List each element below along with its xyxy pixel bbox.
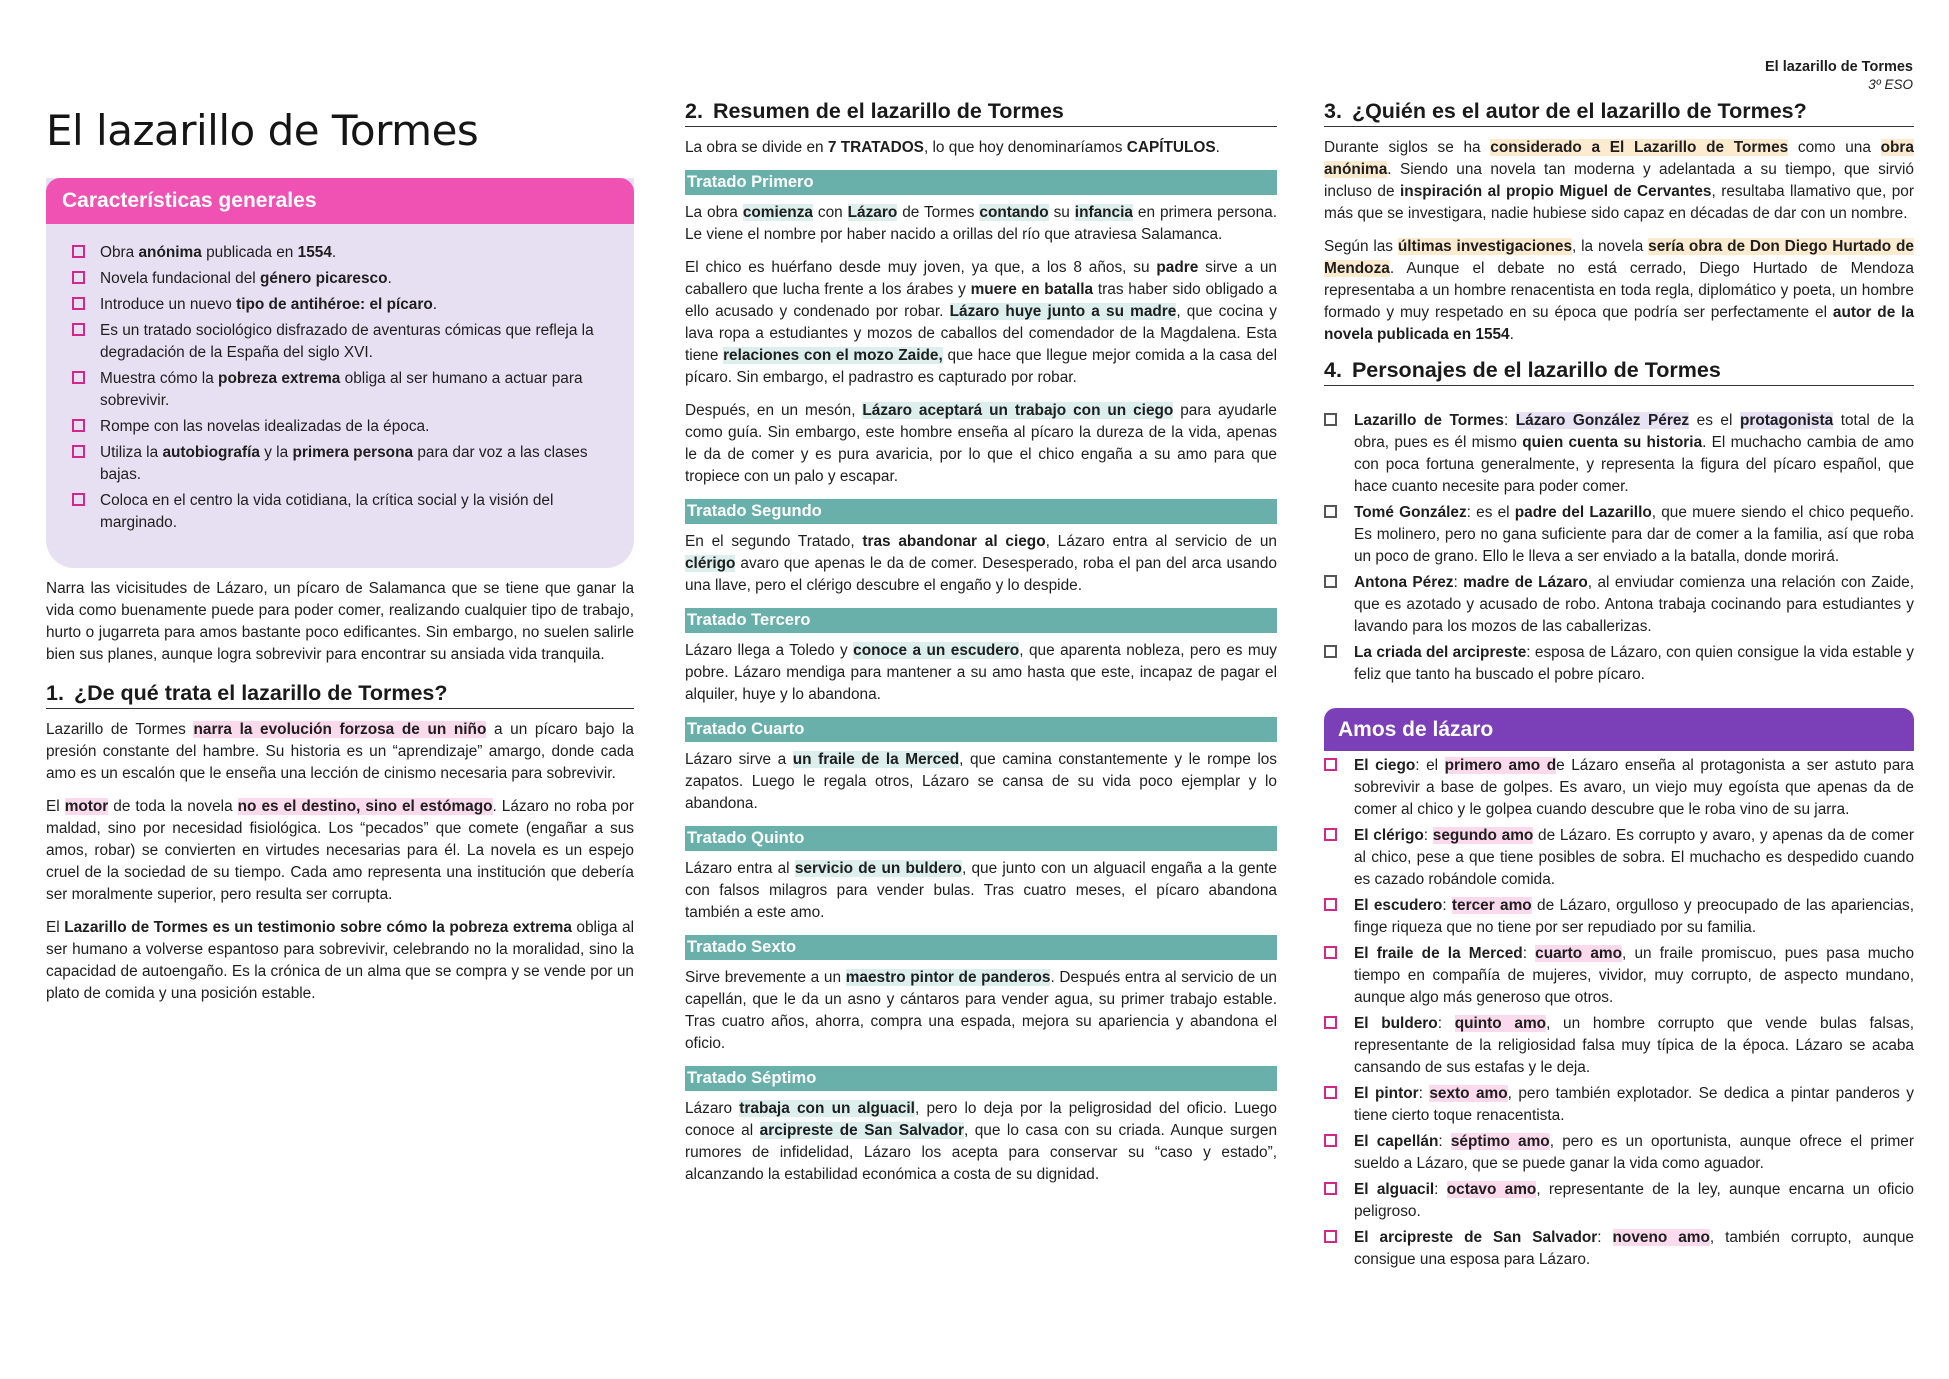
checkbox-icon <box>1324 1230 1337 1243</box>
checkbox-icon <box>1324 575 1337 588</box>
list-item: La criada del arcipreste: esposa de Lázaro, con quien consigue la vida estable y feliz que tanto ha buscado el pobre pícaro. <box>1324 642 1914 686</box>
checkbox-icon <box>1324 898 1337 911</box>
checkbox-icon <box>1324 1182 1337 1195</box>
tratado-segundo-bar: Tratado Segundo <box>685 499 1277 524</box>
checkbox-icon <box>1324 758 1337 771</box>
tratado-paragraph: En el segundo Tratado, tras abandonar al ciego, Lázaro entra al servicio de un clérigo avaro que apenas le da de comer. Desesperado, roba el pan del arca usando una llave, pero el clérigo descubre el engaño y lo despide. <box>685 533 1277 594</box>
list-item: Muestra cómo la pobreza extrema obliga al ser humano a actuar para sobrevivir. <box>72 368 612 412</box>
list-item: El pintor: sexto amo, pero también explotador. Se dedica a pintar panderos y tiene cierto toque renacentista. <box>1324 1083 1914 1127</box>
list-item: El capellán: séptimo amo, pero es un oportunista, aunque ofrece el primer sueldo a Lázaro, que se puede ganar la vida como aguador. <box>1324 1131 1914 1175</box>
list-item: Es un tratado sociológico disfrazado de aventuras cómicas que refleja la degradación de la España del siglo XVI. <box>72 320 612 364</box>
checkbox-icon <box>1324 1134 1337 1147</box>
checkbox-icon <box>1324 413 1337 426</box>
tratado-tercero-bar: Tratado Tercero <box>685 608 1277 633</box>
section-1-paragraph: El Lazarillo de Tormes es un testimonio sobre cómo la pobreza extrema obliga al ser humano a volverse espantoso para sobrevivir, celebrando no la moralidad, sino la capacidad de autoengaño. Es la crónica de un alma que se compra y se vende por un plato de comida y una posición estable. <box>46 919 634 1002</box>
checkbox-icon <box>72 245 85 258</box>
list-item: Coloca en el centro la vida cotidiana, la crítica social y la visión del marginado. <box>72 490 612 534</box>
section-2-heading: 2. Resumen de el lazarillo de Tormes <box>685 98 1277 127</box>
header-subtitle: 3º ESO <box>1868 77 1913 92</box>
checkbox-icon <box>72 493 85 506</box>
tratado-quinto-bar: Tratado Quinto <box>685 826 1277 851</box>
checkbox-icon <box>72 271 85 284</box>
tratado-paragraph: El chico es huérfano desde muy joven, ya que, a los 8 años, su padre sirve a un caballero que lucha frente a los árabes y muere en batalla tras haber sido obligado a ello acusado y condenado por robar. Lázaro huye junto a su madre, que cocina y lava ropa a estudiantes y mozos de caballos del comendador de la Magdalena. Esta tiene relaciones con el mozo Zaide, que hace que llegue mejor comida a la casa del pícaro. Sin embargo, el padrastro es capturado por robar. <box>685 259 1278 386</box>
tratado-paragraph: Lázaro entra al servicio de un buldero, que junto con un alguacil engaña a la gente con falsos milagros para vender bulas. Tras cuatro meses, el pícaro abandona también a este amo. <box>685 860 1277 921</box>
checkbox-icon <box>1324 1016 1337 1029</box>
section-3-heading: 3. ¿Quién es el autor de el lazarillo de Tormes? <box>1324 98 1914 127</box>
list-item: Novela fundacional del género picaresco. <box>72 268 612 290</box>
list-item: El buldero: quinto amo, un hombre corrupto que vende bulas falsas, representante de la religiosidad falsa muy típica de la época. Lázaro se acaba cansando de sus estafas y le deja. <box>1324 1013 1914 1079</box>
checkbox-icon <box>72 371 85 384</box>
tratado-paragraph: Lázaro sirve a un fraile de la Merced, que camina constantemente y le rompe los zapatos. Luego le regala otros, Lázaro se cansa de su vida poco ejemplar y lo abandona. <box>685 751 1277 812</box>
amos-header: Amos de lázaro <box>1324 708 1914 751</box>
main-title: El lazarillo de Tormes <box>46 106 479 155</box>
tratado-cuarto-bar: Tratado Cuarto <box>685 717 1277 742</box>
list-item: Obra anónima publicada en 1554. <box>72 242 612 264</box>
section-3-paragraph: Según las últimas investigaciones, la novela sería obra de Don Diego Hurtado de Mendoza. Aunque el debate no está cerrado, Diego Hurtado de Mendoza representaba a un hombre renacentista en toda regla, diplomático y poeta, un hombre formado y muy respetado en su época que podría ser perfectamente el autor de la novela publicada en 1554. <box>1324 238 1915 343</box>
checkbox-icon <box>1324 828 1337 841</box>
characters-list <box>1324 410 1914 686</box>
checkbox-icon <box>72 445 85 458</box>
checkbox-icon <box>1324 1086 1337 1099</box>
checkbox-icon <box>72 419 85 432</box>
checkbox-icon <box>1324 505 1337 518</box>
tratado-septimo-bar: Tratado Séptimo <box>685 1066 1277 1091</box>
card-title: Características generales <box>46 178 634 224</box>
section-4-heading: 4. Personajes de el lazarillo de Tormes <box>1324 357 1914 386</box>
checkbox-icon <box>1324 645 1337 658</box>
section-2-intro: La obra se divide en 7 TRATADOS, lo que hoy denominaríamos CAPÍTULOS. <box>685 139 1220 156</box>
tratado-paragraph: Sirve brevemente a un maestro pintor de panderos. Después entra al servicio de un capellán, que le da un asno y cántaros para vender agua, su primer trabajo estable. Tras cuatro años, ahorra, compra una espada, mejora su apariencia y abandona el oficio. <box>685 969 1277 1052</box>
checkbox-icon <box>72 323 85 336</box>
list-item: El ciego: el primero amo de Lázaro enseña al protagonista a ser astuto para sobrevivir a base de golpes. Es avaro, un viejo muy egoísta que apenas da de comer al chico y le golpea cuando descubre que le roba vino de su jarra. <box>1324 755 1914 821</box>
tratado-paragraph: La obra comienza con Lázaro de Tormes contando su infancia en primera persona. Le viene el nombre por haber nacido a orillas del río que atraviesa Salamanca. <box>685 204 1277 243</box>
tratado-primero-bar: Tratado Primero <box>685 170 1277 195</box>
tratado-sexto-bar: Tratado Sexto <box>685 935 1277 960</box>
list-item: El clérigo: segundo amo de Lázaro. Es corrupto y avaro, y apenas da de comer al chico, pese a que tiene posibles de sobra. El muchacho es despedido cuando es cazado robándole comida. <box>1324 825 1914 891</box>
list-item: El escudero: tercer amo de Lázaro, orgulloso y preocupado de las apariencias, finge riqueza que no tiene por ser repudiado por su familia. <box>1324 895 1914 939</box>
list-item: El fraile de la Merced: cuarto amo, un fraile promiscuo, pues pasa mucho tiempo en compañía de mujeres, vividor, muy corrupto, de aspecto mundano, aunque algo más generoso que otros. <box>1324 943 1914 1009</box>
general-features-card <box>46 178 634 568</box>
amos-list <box>1324 755 1914 1271</box>
header-title: El lazarillo de Tormes <box>1764 59 1913 75</box>
list-item: Antona Pérez: madre de Lázaro, al enviudar comienza una relación con Zaide, que es azotado y acusado de robo. Antona trabaja cocinando para estudiantes y lavando para los mozos de las caballerizas. <box>1324 572 1914 638</box>
list-item: El arcipreste de San Salvador: noveno amo, también corrupto, aunque consigue una esposa para Lázaro. <box>1324 1227 1914 1271</box>
list-item: Lazarillo de Tormes: Lázaro González Pérez es el protagonista total de la obra, pues es él mismo quien cuenta su historia. El muchacho cambia de amo con poca fortuna generalmente, y representa la figura del pícaro español, que hace cuanto necesite para poder comer. <box>1324 410 1914 498</box>
list-item: Rompe con las novelas idealizadas de la época. <box>72 416 612 438</box>
list-item: Utiliza la autobiografía y la primera persona para dar voz a las clases bajas. <box>72 442 612 486</box>
checkbox-icon <box>72 297 85 310</box>
tratado-paragraph: Lázaro llega a Toledo y conoce a un escudero, que aparenta nobleza, pero es muy pobre. Lázaro mendiga para mantener a su amo hasta que este, incapaz de pagar el alquiler, huye y lo abandona. <box>685 642 1277 703</box>
list-item: Tomé González: es el padre del Lazarillo, que muere siendo el chico pequeño. Es molinero, pero no gana suficiente para dar de comer a la familia, así que roba un poco de grano. Ello le lleva a ser enviado a la batalla, donde morirá. <box>1324 502 1914 568</box>
section-3-paragraph: Durante siglos se ha considerado a El Lazarillo de Tormes como una obra anónima. Siendo una novela tan moderna y adelantada a su tiempo, que sirvió incluso de inspiración al propio Miguel de Cervantes, resultaba llamativo que, por más que se investigara, nadie hubiese sido capaz en décadas de dar con un nombre. <box>1324 139 1914 222</box>
page-header <box>1765 58 1913 94</box>
section-1-paragraph: El motor de toda la novela no es el destino, sino el estómago. Lázaro no roba por maldad, sino por necesidad fisiológica. Los “pecados” que comete (engañar a sus amos, robar) se convierten en virtudes necesarias para él. La novela es un espejo cruel de la sociedad de su tiempo. Cada amo representa una institución que debería ser moralmente superior, pero resulta ser corrupta. <box>46 798 634 903</box>
features-list <box>46 242 634 534</box>
list-item: Introduce un nuevo tipo de antihéroe: el pícaro. <box>72 294 612 316</box>
tratado-paragraph: Después, en un mesón, Lázaro aceptará un trabajo con un ciego para ayudarle como guía. Sin embargo, este hombre enseña al pícaro la dureza de la vida, apenas le da de comer y es pura avaricia, por lo que el chico engaña a su amo para que tropiece con un palo y escapar. <box>685 402 1277 485</box>
section-1-heading: 1. ¿De qué trata el lazarillo de Tormes? <box>46 680 634 709</box>
list-item: El alguacil: octavo amo, representante de la ley, aunque encarna un oficio peligroso. <box>1324 1179 1914 1223</box>
intro-paragraph: Narra las vicisitudes de Lázaro, un pícaro de Salamanca que se tiene que ganar la vida como buenamente puede para poder comer, realizando cualquier tipo de trabajo, hurto o jugarreta para amos bastante poco edificantes. Sin embargo, no suelen salirle bien sus planes, aunque logra sobrevivir para encontrar su ansiada vida tranquila. <box>46 580 634 663</box>
section-1-paragraph: Lazarillo de Tormes narra la evolución forzosa de un niño a un pícaro bajo la presión constante del hambre. Su historia es un “aprendizaje” amargo, donde cada amo es un escalón que le enseña una lección de cinismo necesaria para sobrevivir. <box>46 721 634 782</box>
tratado-paragraph: Lázaro trabaja con un alguacil, pero lo deja por la peligrosidad del oficio. Luego conoce al arcipreste de San Salvador, que lo casa con su criada. Aunque surgen rumores de infidelidad, Lázaro los acepta para conservar su “caso y estado”, alcanzando la estabilidad económica a costa de su dignidad. <box>685 1100 1278 1183</box>
checkbox-icon <box>1324 946 1337 959</box>
